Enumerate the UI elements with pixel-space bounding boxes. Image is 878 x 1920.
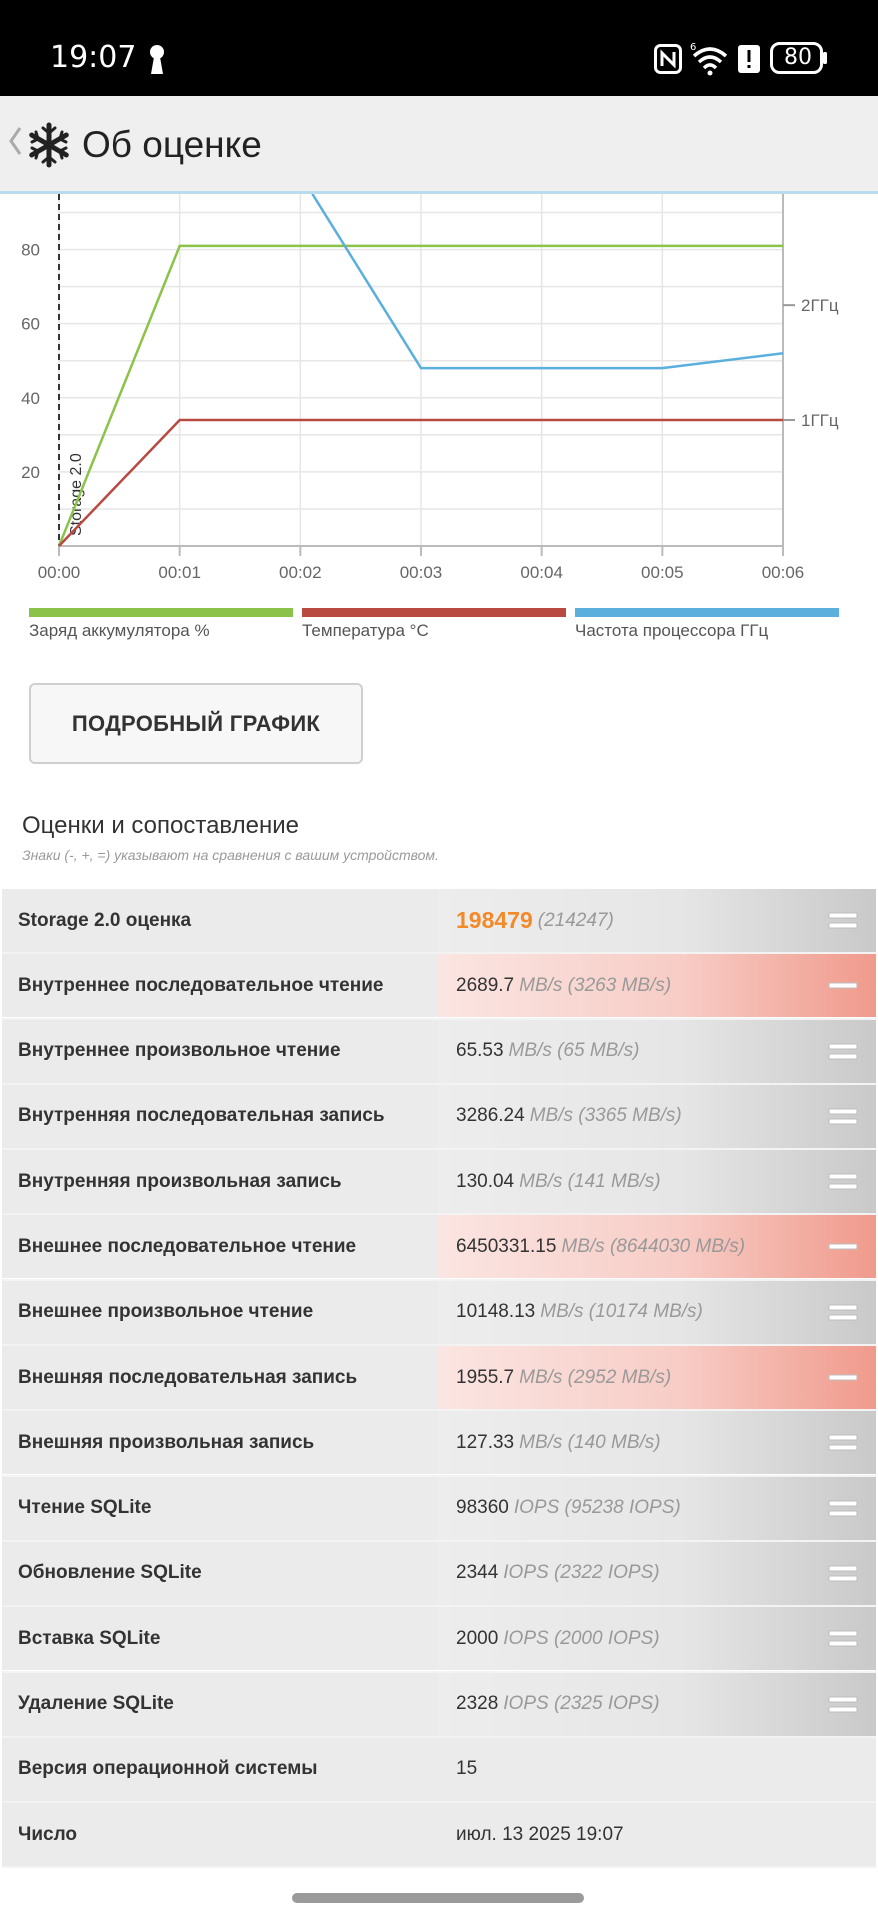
back-chevron-icon[interactable] (8, 126, 22, 156)
reference-value: IOPS (2325 IOPS) (503, 1693, 660, 1715)
equal-sign-icon (828, 1432, 858, 1454)
measured-value: 2344 (456, 1562, 499, 1584)
row-label: Внешнее произвольное чтение (2, 1281, 438, 1344)
lock-icon (148, 44, 166, 74)
right-tick-label: 1ГГц (801, 411, 839, 431)
row-value (438, 1020, 876, 1083)
y-tick-label: 20 (21, 462, 40, 482)
minus-sign-icon (828, 1236, 858, 1258)
minus-sign-icon (828, 1367, 858, 1389)
measured-value: 10148.13 (456, 1301, 536, 1323)
table-row (2, 954, 876, 1019)
table-row (2, 1411, 876, 1476)
table-row (2, 1607, 876, 1672)
measured-value: 6450331.15 (456, 1235, 557, 1257)
reference-value: MB/s (140 MB/s) (519, 1431, 661, 1453)
status-time: 19:07 (50, 40, 137, 75)
y-tick-label: 80 (21, 240, 40, 260)
table-row (2, 1020, 876, 1085)
row-value (438, 1738, 876, 1801)
battery-temperature-cpu-chart (0, 194, 878, 664)
measured-value: 98360 (456, 1497, 509, 1519)
home-indicator[interactable] (292, 1893, 584, 1903)
row-value (438, 1411, 876, 1474)
legend-swatch-3 (575, 608, 839, 617)
equal-sign-icon (828, 1106, 858, 1128)
table-row (2, 1477, 876, 1542)
row-value (438, 1215, 876, 1278)
row-value (438, 1346, 876, 1409)
row-value (438, 1607, 876, 1670)
measured-value: июл. 13 2025 19:07 (456, 1823, 624, 1845)
app-bar (0, 96, 878, 194)
legend-swatch-2 (302, 608, 566, 617)
table-row (2, 1281, 876, 1346)
table-row (2, 1346, 876, 1411)
x-tick-label: 00:05 (641, 563, 684, 582)
alert-icon (737, 44, 761, 74)
row-label: Вставка SQLite (2, 1607, 438, 1670)
equal-sign-icon (828, 1041, 858, 1063)
equal-sign-icon (828, 1563, 858, 1585)
reference-value: (214247) (537, 909, 614, 931)
legend-label-2: Температура °C (302, 621, 429, 640)
x-tick-label: 00:03 (399, 563, 443, 582)
x-tick-label: 00:01 (158, 563, 201, 582)
measured-value: 15 (456, 1758, 478, 1780)
chart-svg (0, 194, 878, 664)
test-marker-label: Storage 2.0 (68, 453, 85, 536)
equal-sign-icon (828, 1498, 858, 1520)
reference-value: IOPS (95238 IOPS) (513, 1497, 681, 1519)
nfc-icon (654, 44, 682, 74)
row-label: Внутренняя последовательная запись (2, 1085, 438, 1148)
reference-value: MB/s (2952 MB/s) (519, 1366, 672, 1388)
row-label: Удаление SQLite (2, 1673, 438, 1736)
table-row (2, 1215, 876, 1280)
right-tick-label: 2ГГц (801, 296, 839, 316)
row-label: Чтение SQLite (2, 1477, 438, 1540)
legend-label-3: Частота процессора ГГц (575, 621, 769, 640)
reference-value: MB/s (141 MB/s) (519, 1170, 661, 1192)
reference-value: MB/s (65 MB/s) (508, 1040, 640, 1062)
row-label: Внутреннее последовательное чтение (2, 954, 438, 1017)
measured-value: 2000 (456, 1627, 499, 1649)
reference-value: MB/s (3365 MB/s) (529, 1105, 682, 1127)
row-label: Storage 2.0 оценка (2, 889, 438, 952)
legend-label-1: Заряд аккумулятора % (29, 621, 210, 640)
measured-value: 127.33 (456, 1431, 515, 1453)
detailed-graph-button[interactable]: ПОДРОБНЫЙ ГРАФИК (29, 683, 363, 764)
row-value (438, 889, 876, 952)
measured-value: 130.04 (456, 1170, 515, 1192)
row-value (438, 1150, 876, 1213)
row-value (438, 1542, 876, 1605)
section-title: Оценки и сопоставление (22, 812, 299, 839)
battery-level: 80 (784, 45, 812, 70)
row-value (438, 1673, 876, 1736)
table-row (2, 1738, 876, 1803)
reference-value: MB/s (3263 MB/s) (519, 974, 672, 996)
measured-value: 2689.7 (456, 974, 515, 996)
equal-sign-icon (828, 1302, 858, 1324)
row-value (438, 954, 876, 1017)
measured-value: 65.53 (456, 1040, 504, 1062)
table-row (2, 1085, 876, 1150)
equal-sign-icon (828, 1628, 858, 1650)
row-label: Внутренняя произвольная запись (2, 1150, 438, 1213)
row-label: Версия операционной системы (2, 1738, 438, 1801)
measured-value: 1955.7 (456, 1366, 515, 1388)
row-value (438, 1085, 876, 1148)
series-line-3 (312, 194, 783, 368)
row-label: Внешняя произвольная запись (2, 1411, 438, 1474)
reference-value: MB/s (8644030 MB/s) (561, 1235, 746, 1257)
row-value (438, 1803, 876, 1866)
measured-value: 2328 (456, 1693, 499, 1715)
minus-sign-icon (828, 975, 858, 997)
x-tick-label: 00:00 (37, 563, 81, 582)
wifi-icon (690, 40, 730, 76)
table-row (2, 1542, 876, 1607)
legend-swatch-1 (29, 608, 293, 617)
scores-table (2, 889, 876, 1868)
y-tick-label: 40 (21, 388, 40, 408)
page-title: Об оценке (82, 124, 262, 165)
table-row (2, 1673, 876, 1738)
row-value (438, 1281, 876, 1344)
score-value: 198479 (456, 907, 533, 933)
x-tick-label: 00:04 (520, 563, 563, 582)
reference-value: IOPS (2322 IOPS) (503, 1562, 660, 1584)
row-label: Внешняя последовательная запись (2, 1346, 438, 1409)
equal-sign-icon (828, 1694, 858, 1716)
row-label: Внешнее последовательное чтение (2, 1215, 438, 1278)
equal-sign-icon (828, 1171, 858, 1193)
table-row (2, 1150, 876, 1215)
section-subtitle: Знаки (-, +, =) указывают на сравнения с вашим устройством. (22, 847, 439, 863)
equal-sign-icon (828, 910, 858, 932)
snowflake-logo-icon (26, 122, 72, 168)
status-bar (0, 0, 878, 96)
measured-value: 3286.24 (456, 1105, 525, 1127)
x-tick-label: 00:02 (279, 563, 322, 582)
row-label: Обновление SQLite (2, 1542, 438, 1605)
row-label: Число (2, 1803, 438, 1866)
y-tick-label: 60 (21, 314, 40, 334)
svg-text:6: 6 (690, 42, 697, 53)
reference-value: MB/s (10174 MB/s) (540, 1301, 703, 1323)
row-label: Внутреннее произвольное чтение (2, 1020, 438, 1083)
table-row (2, 1803, 876, 1868)
row-value (438, 1477, 876, 1540)
reference-value: IOPS (2000 IOPS) (503, 1627, 660, 1649)
x-tick-label: 00:06 (761, 563, 805, 582)
table-row (2, 889, 876, 954)
